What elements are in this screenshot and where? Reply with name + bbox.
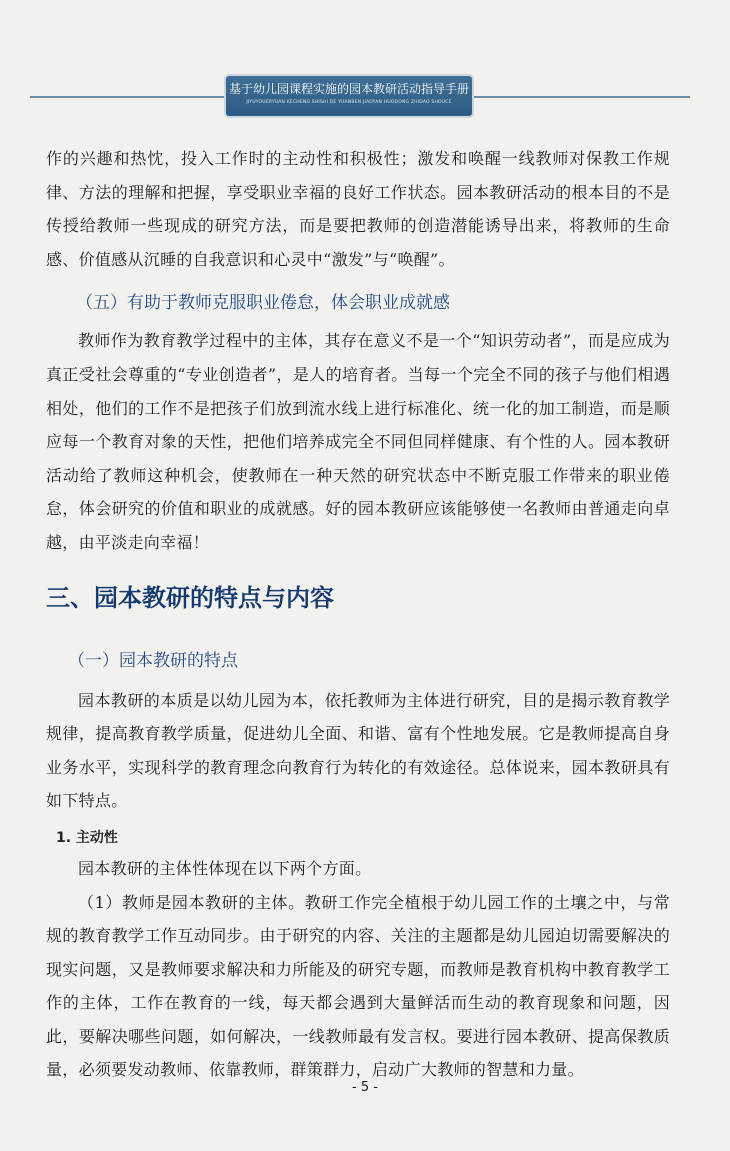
paragraph-continued: 作的兴趣和热忱，投入工作时的主动性和积极性；激发和唤醒一线教师对保教工作规律、方法的理解和把握，享受职业幸福的良好工作状态。园本教研活动的根本目的不是传授给教师一些现成的研究方法，而是要把教师的创造潜能诱导出来，将教师的生命感、价值感从沉睡的自我意识和心灵中“激发”与“唤醒”。 [46,149,670,269]
header-pinyin: JIYUYOUERYUAN KECHENG SHISHI DE YUANBEN JIAOYAN HUODONG ZHIDAO SHOUCE [246,100,452,105]
subheading-1: （一）园本教研的特点 [68,650,238,671]
paragraph-two-aspects: 园本教研的主体性体现在以下两个方面。 [78,858,372,878]
page-content [46,142,670,1087]
item-heading-initiative: 1. 主动性 [56,829,118,846]
paragraph-teacher-subject: 教师作为教育教学过程中的主体，其存在意义不是一个“知识劳动者”，而是应成为真正受社会尊重的“专业创造者”，是人的培育者。当每一个完全不同的孩子与他们相遇相处，他们的工作不是把孩子们放到流水线上进行标准化、统一化的加工制造，而是顺应每一个教育对象的天性，把他们培养成完全不同但同样健康、有个性的人。园本教研活动给了教师这种机会，使教师在一种天然的研究状态中不断克服工作带来的职业倦怠，体会研究的价值和职业的成就感。好的园本教研应该能够使一名教师由普通走向卓越，由平淡走向幸福！ [46,331,670,552]
section-heading-3: 三、园本教研的特点与内容 [46,583,334,612]
header-title: 基于幼儿园课程实施的园本教研活动指导手册 [228,82,469,96]
subheading-5: （五）有助于教师克服职业倦怠，体会职业成就感 [76,293,450,314]
paragraph-essence: 园本教研的本质是以幼儿园为本，依托教师为主体进行研究，目的是揭示教育教学规律，提高教育教学质量，促进幼儿全面、和谐、富有个性地发展。它是教师提高自身业务水平，实现科学的教育理念向教育行为转化的有效途径。总体说来，园本教研具有如下特点。 [46,690,670,811]
paragraph-teacher-main-body: （1）教师是园本教研的主体。教研工作完全植根于幼儿园工作的土壤之中，与常规的教育教学工作互动同步。由于研究的内容、关注的主题都是幼儿园迫切需要解决的现实问题，又是教师要求解决和力所能及的研究专题，而教师是教育机构中教育教学工作的主体，工作在教育的一线，每天都会遇到大量鲜活而生动的教育现象和问题，因此，要解决哪些问题，如何解决，一线教师最有发言权。要进行园本教研、提高保教质量，必须要发动教师、依靠教师，群策群力，启动广大教师的智慧和力量。 [46,892,670,1080]
page-number: - 5 - [352,1080,378,1095]
running-header [226,76,472,116]
